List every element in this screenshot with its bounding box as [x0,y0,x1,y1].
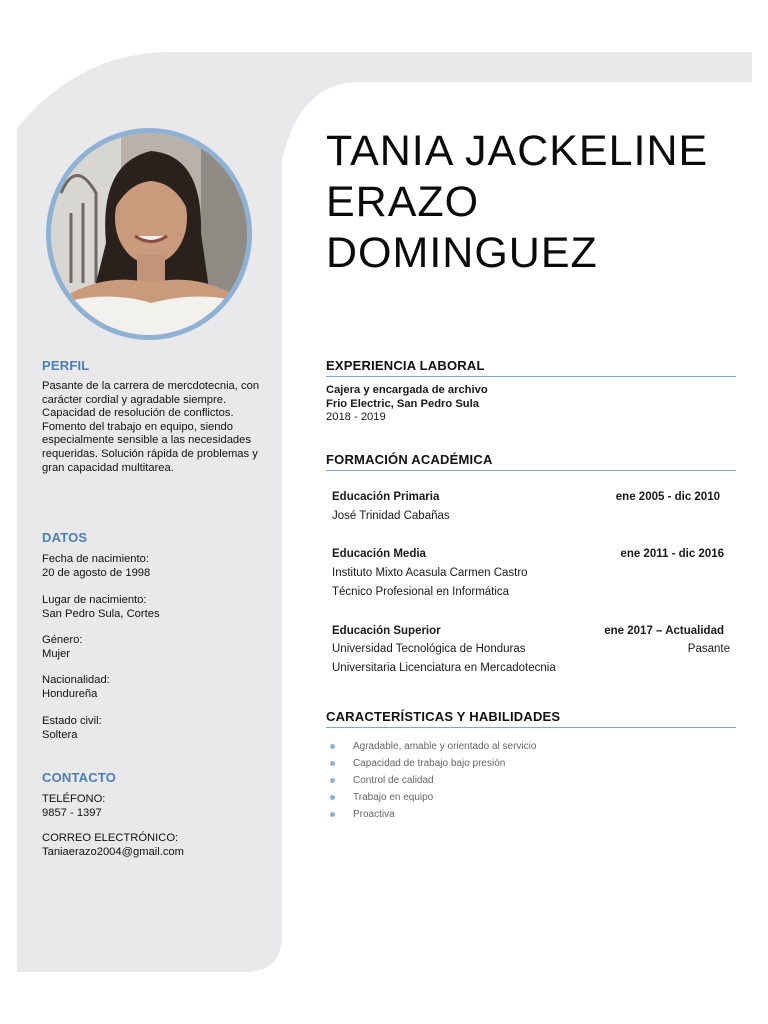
habilidades-heading: CARACTERÍSTICAS Y HABILIDADES [326,709,736,728]
job-role: Cajera y encargada de archivo [326,384,488,396]
datos-birthdate [42,553,264,580]
profile-photo-frame [46,128,252,340]
bullet-icon [330,795,335,800]
list-item [330,738,536,755]
gender-label: Género: [42,634,83,646]
media-title: Educación Media [332,548,426,560]
profile-photo [51,133,247,335]
phone-label: TELÉFONO: [42,793,106,805]
name-line-1: TANIA JACKELINE [326,127,709,175]
superior-title: Educación Superior [332,625,441,637]
portrait-illustration [51,133,247,335]
perfil-text: Pasante de la carrera de mercdotecnia, con carácter cordial y agradable siempre. Capacidad de resolución de conflictos. Fomento del trabajo en equipo, siendo especialmente sensible a las necesidades requeridas. Solución rápida de problemas y gran capacidad multitarea. [42,380,260,474]
media-school: Instituto Mixto Acasula Carmen Castro [332,567,528,579]
list-item [330,806,536,823]
datos-heading: DATOS [42,530,88,545]
primaria-school: José Trinidad Cabañas [332,510,450,522]
birthdate-label: Fecha de nacimiento: [42,553,149,565]
list-item [330,772,536,789]
skill-label: Control de calidad [353,775,434,786]
job-years: 2018 - 2019 [326,411,386,423]
bullet-icon [330,744,335,749]
list-item [330,755,536,772]
email-label: CORREO ELECTRÓNICO: [42,832,179,844]
contacto-phone [42,793,264,820]
datos-gender [42,634,264,661]
gender-value: Mujer [42,647,70,660]
skill-label: Proactiva [353,809,395,820]
datos-civil-status [42,715,264,742]
datos-birthplace [42,594,264,621]
nationality-label: Nacionalidad: [42,674,110,686]
phone-value: 9857 - 1397 [42,806,102,819]
superior-dates: ene 2017 – Actualidad [604,625,724,637]
skill-label: Capacidad de trabajo bajo presión [353,758,506,769]
civil-status-label: Estado civil: [42,715,102,727]
birthplace-value: San Pedro Sula, Cortes [42,607,160,620]
civil-status-value: Soltera [42,728,78,741]
skills-list [330,738,536,823]
job-entry [326,384,488,425]
experiencia-heading: EXPERIENCIA LABORAL [326,358,736,377]
primaria-dates: ene 2005 - dic 2010 [615,491,720,503]
name-line-3: DOMINGUEZ [326,229,598,277]
datos-nationality [42,674,264,701]
perfil-heading: PERFIL [42,358,90,373]
email-value[interactable]: Taniaerazo2004@gmail.com [42,845,184,858]
contacto-heading: CONTACTO [42,770,117,785]
list-item [330,789,536,806]
candidate-name [326,126,708,279]
bullet-icon [330,812,335,817]
skill-label: Agradable, amable y orientado al servicio [353,741,537,752]
contacto-email [42,832,264,859]
formacion-heading: FORMACIÓN ACADÉMICA [326,452,736,471]
superior-school: Universidad Tecnológica de Honduras [332,643,526,655]
media-degree: Técnico Profesional en Informática [332,586,510,598]
skill-label: Trabajo en equipo [353,792,434,803]
superior-degree: Universitaria Licenciatura en Mercadotecnia [332,662,556,674]
name-line-2: ERAZO [326,178,480,226]
bullet-icon [330,761,335,766]
primaria-title: Educación Primaria [332,491,440,503]
job-company: Frio Electric, San Pedro Sula [326,397,479,410]
birthdate-value: 20 de agosto de 1998 [42,566,151,579]
nationality-value: Hondureña [42,687,98,700]
superior-status: Pasante [687,643,730,655]
birthplace-label: Lugar de nacimiento: [42,594,147,606]
media-dates: ene 2011 - dic 2016 [620,548,724,560]
bullet-icon [330,778,335,783]
